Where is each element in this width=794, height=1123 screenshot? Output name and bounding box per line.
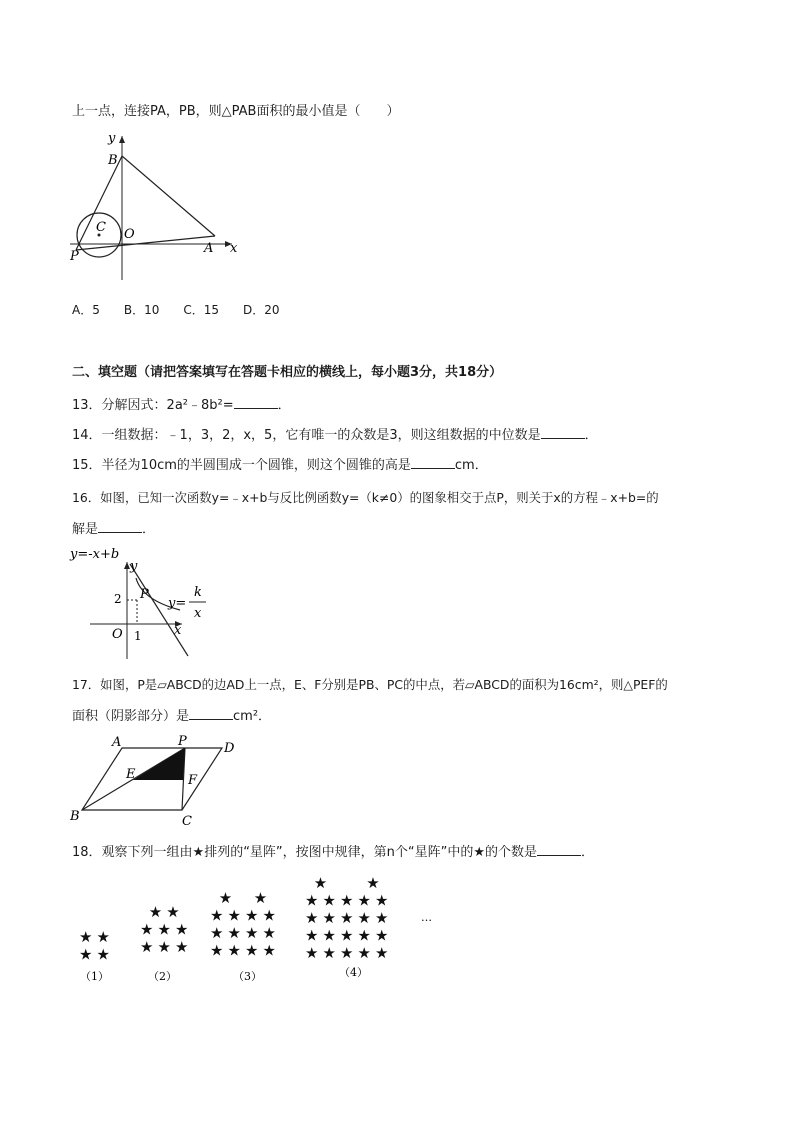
star-mark: ★ — [157, 938, 171, 956]
star-mark: ★ — [366, 874, 380, 892]
star-mark: ★ — [218, 889, 233, 907]
star-mark: ★ — [322, 926, 336, 945]
q16-label-x: x — [174, 623, 182, 638]
star-mark: ★ — [245, 906, 259, 925]
q12-label-B: B — [108, 153, 118, 168]
star-mark: ★ — [175, 938, 189, 956]
q17-label-P: P — [178, 734, 187, 749]
star-mark: ★ — [262, 924, 276, 942]
q12-label-x: x — [230, 241, 238, 256]
star-mark: ★ — [96, 928, 110, 946]
star-mark: ★ — [305, 891, 319, 910]
star-mark: ★ — [357, 891, 371, 910]
q17-label-C: C — [182, 814, 192, 829]
q14-after: ． — [584, 428, 598, 443]
star-array-ellipsis: … — [421, 911, 432, 924]
star-mark: ★ — [175, 920, 189, 939]
q16-label-1: 1 — [134, 629, 142, 643]
star-mark: ★ — [375, 891, 389, 910]
q17-label-B: B — [70, 809, 80, 824]
star-mark: ★ — [210, 924, 224, 942]
q17-label-F: F — [188, 773, 198, 788]
q12-label-O: O — [124, 227, 135, 242]
star-mark: ★ — [340, 944, 354, 962]
q12-options: A．5 B．10 C．15 D．20 — [72, 303, 280, 317]
star-mark: ★ — [305, 926, 319, 945]
star-mark: ★ — [227, 924, 241, 942]
q17-line1: 17．如图，P是▱ABCD的边AD上一点，E、F分别是PB、PC的中点，若▱ABCD的面积为16cm²，则△PEF的 — [72, 677, 668, 692]
q16-label-P: P — [140, 587, 149, 602]
star-mark: ★ — [340, 891, 354, 910]
q12-label-P: P — [70, 249, 79, 264]
q17-label-D: D — [224, 741, 235, 756]
star-mark: ★ — [245, 941, 259, 960]
q17-label-A: A — [112, 735, 122, 750]
star-mark: ★ — [375, 944, 389, 962]
star-array-label: （4） — [339, 966, 368, 979]
q15-after: cm． — [454, 458, 488, 473]
star-mark: ★ — [166, 903, 180, 921]
q14-text: 14．一组数据：﹣1，3，2，x，5，它有唯一的众数是3，则这组数据的中位数是 — [72, 428, 541, 443]
q16-label-y: y — [130, 559, 138, 574]
star-mark: ★ — [313, 874, 328, 892]
star-mark: ★ — [157, 920, 171, 939]
q18-after: ． — [581, 845, 595, 860]
q16-line1: 16．如图，已知一次函数y=﹣x+b与反比例函数y=（k≠0）的图象相交于点P，则关于x的方程﹣x+b=的 — [72, 490, 659, 505]
star-mark: ★ — [227, 906, 241, 925]
star-array-label: （1） — [80, 970, 109, 983]
q16-line-label: y=-x+b — [70, 547, 120, 562]
q16-label-2: 2 — [114, 592, 122, 606]
star-mark: ★ — [375, 926, 389, 945]
q16-curve-label: y= — [168, 596, 187, 611]
star-mark: ★ — [79, 945, 93, 964]
star-mark: ★ — [357, 944, 371, 962]
star-mark: ★ — [253, 889, 268, 907]
star-mark: ★ — [227, 941, 241, 960]
star-mark: ★ — [305, 944, 319, 962]
q12-label-A: A — [204, 241, 214, 256]
q16-label-O: O — [112, 627, 123, 642]
star-mark: ★ — [210, 941, 224, 960]
q17-after: cm²． — [233, 709, 272, 724]
star-mark: ★ — [375, 909, 389, 927]
star-array-label: （2） — [148, 970, 177, 983]
q18-text: 18．观察下列一组由★排列的“星阵”，按图中规律，第n个“星阵”中的★的个数是 — [72, 845, 538, 860]
star-mark: ★ — [96, 945, 110, 964]
star-mark: ★ — [322, 909, 336, 927]
star-mark: ★ — [262, 941, 276, 960]
star-mark: ★ — [79, 928, 93, 946]
q12-label-y: y — [108, 131, 116, 146]
star-mark: ★ — [340, 926, 354, 945]
q12-label-C: C — [96, 220, 106, 235]
q16-label-x-den: x — [194, 606, 202, 621]
star-mark: ★ — [148, 903, 163, 921]
star-mark: ★ — [322, 944, 336, 962]
q16-label-k: k — [194, 585, 202, 600]
star-mark: ★ — [305, 909, 319, 927]
q16-text2: 解是 — [72, 522, 99, 537]
star-mark: ★ — [140, 938, 154, 956]
star-mark: ★ — [357, 926, 371, 945]
star-mark: ★ — [210, 906, 224, 925]
star-mark: ★ — [140, 920, 154, 939]
star-mark: ★ — [262, 906, 276, 925]
q12-stem-tail: 上一点，连接PA，PB，则△PAB面积的最小值是（ ） — [72, 104, 400, 119]
star-mark: ★ — [322, 891, 336, 910]
star-mark: ★ — [245, 924, 259, 942]
star-array-label: （3） — [233, 970, 262, 983]
q17-text2: 面积（阴影部分）是 — [72, 709, 190, 724]
q13-text: 13．分解因式：2a²﹣8b²= — [72, 398, 234, 413]
star-mark: ★ — [357, 909, 371, 927]
q15-text: 15．半径为10cm的半圆围成一个圆锥，则这个圆锥的高是 — [72, 458, 411, 473]
q16-after: ． — [142, 522, 156, 537]
q17-label-E: E — [126, 767, 136, 782]
section2-title: 二、填空题（请把答案填写在答题卡相应的横线上，每小题3分，共18分） — [72, 365, 503, 380]
star-mark: ★ — [340, 909, 354, 927]
q13-after: ． — [277, 398, 291, 413]
